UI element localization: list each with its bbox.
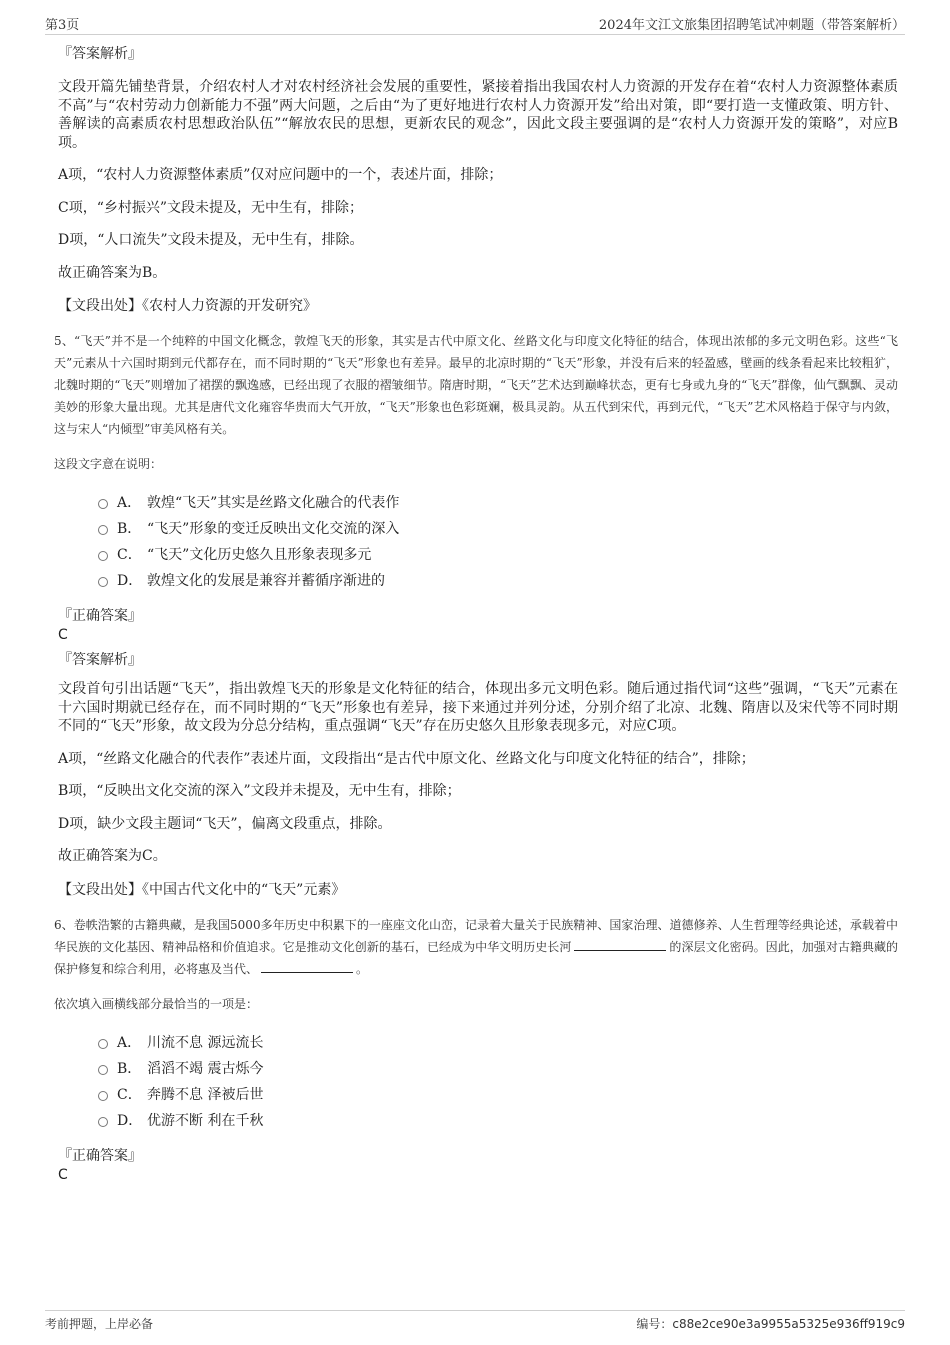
option-b[interactable]: B． 滔滔不竭 震古烁今	[98, 1056, 898, 1082]
correct-answer: C	[58, 627, 68, 643]
correct-answer-label: 『正确答案』	[58, 608, 142, 624]
correct-answer-label: 『正确答案』	[58, 1147, 142, 1164]
question-6-text: 6、卷帙浩繁的古籍典藏，是我国5000多年历史中积累下的一座座文化山峦，记录着大量关于民族精神、国家治理、道德修养、人生哲理等经典论述，承载着中华民族的文化基因、精神品格和价值追求。它是推动文化创新的基石，已经成为中华文明历史长河 的深层文化密码。因此，加强对古籍典藏的保护修复和综合利用，必将惠及当代、 。	[54, 917, 898, 976]
source-citation: 【文段出处】《农村人力资源的开发研究》	[58, 298, 317, 314]
analysis-text: 文段首句引出话题“飞天”，指出敦煌飞天的形象是文化特征的结合，体现出多元文明色彩。随后通过指代词“这些”强调，“飞天”元素在十六国时期就已经存在，而不同时期的“飞天”形象也有差异，接下来通过并列分述，分别介绍了北凉、北魏、隋唐以及宋代等不同时期不同的“飞天”形象，故文段为分总分结构，重点强调“飞天”存在历史悠久且形象表现多元，对应C项。	[58, 681, 898, 734]
source-citation: 【文段出处】《中国古代文化中的“飞天”元素》	[58, 881, 346, 898]
question-5-text: 5、“飞天”并不是一个纯粹的中国文化概念，敦煌飞天的形象，其实是古代中原文化、丝路文化与印度文化特征的结合，体现出浓郁的多元文明色彩。这些“飞天”元素从十六国时期到元代都存在，而不同时期的“飞天”形象也有差异。最早的北凉时期的“飞天”形象，并没有后来的轻盈感，壁画的线条看起来比较粗犷，北魏时期的“飞天”则增加了裙摆的飘逸感，已经出现了衣服的褶皱细节。隋唐时期，“飞天”艺术达到巅峰状态，更有七身或九身的“飞天”群像，仙气飘飘、灵动美妙的形象大量出现。尤其是唐代文化雍容华贵而大气开放，“飞天”形象也色彩斑斓，极具灵韵。从五代到宋代，再到元代，“飞天”艺术风格趋于保守与内敛，这与宋人“内倾型”审美风格有关。	[54, 334, 898, 436]
document-title: 2024年文江文旅集团招聘笔试冲刺题（带答案解析）	[598, 18, 905, 33]
correct-answer: C	[58, 1166, 68, 1183]
page-footer	[45, 1310, 905, 1335]
fill-blank-2	[261, 958, 353, 973]
conclusion: 故正确答案为B。	[58, 264, 167, 281]
option-c[interactable]: C． 奔腾不息 泽被后世	[98, 1082, 898, 1108]
explanation-a: A项，“丝路文化融合的代表作”表述片面，文段指出“是古代中原文化、丝路文化与印度文化特征的结合”，排除；	[58, 750, 755, 767]
conclusion: 故正确答案为C。	[58, 848, 167, 864]
radio-icon[interactable]	[98, 1039, 108, 1049]
option-a[interactable]: A． 敦煌“飞天”其实是丝路文化融合的代表作	[98, 490, 898, 516]
explanation-d: D项，“人口流失”文段未提及，无中生有，排除。	[58, 232, 364, 248]
question-5-prompt: 这段文字意在说明：	[54, 457, 163, 471]
analysis-text: 文段开篇先铺垫背景，介绍农村人才对农村经济社会发展的重要性，紧接着指出我国农村人力资源的开发存在着“农村人力资源整体素质不高”与“农村劳动力创新能力不强”两大问题，之后由“为了更好地进行农村人力资源开发”给出对策，即“要打造一支懂政策、明方针、善解读的高素质农村思想政治队伍”“解放农民的思想，更新农民的观念”，因此文段主要强调的是“农村人力资源开发的策略”，对应B项。	[58, 79, 898, 151]
explanation-a: A项，“农村人力资源整体素质”仅对应问题中的一个，表述片面，排除；	[58, 167, 503, 183]
option-d[interactable]: D． 优游不断 利在千秋	[98, 1108, 898, 1134]
explanation-d: D项，缺少文段主题词“飞天”，偏离文段重点，排除。	[58, 815, 392, 832]
analysis-label: 『答案解析』	[58, 652, 142, 668]
radio-icon[interactable]	[98, 1091, 108, 1101]
footer-slogan: 考前押题，上岸必备	[45, 1317, 154, 1331]
option-b[interactable]: B． “飞天”形象的变迁反映出文化交流的深入	[98, 516, 898, 542]
option-d[interactable]: D． 敦煌文化的发展是兼容并蓄循序渐进的	[98, 568, 898, 594]
radio-icon[interactable]	[98, 577, 108, 587]
radio-icon[interactable]	[98, 525, 108, 535]
page-content	[54, 44, 898, 1184]
explanation-c: C项，“乡村振兴”文段未提及，无中生有，排除；	[58, 199, 364, 216]
question-5-options	[98, 490, 898, 594]
question-6-prompt: 依次填入画横线部分最恰当的一项是：	[54, 996, 259, 1011]
question-6-options	[98, 1030, 898, 1134]
radio-icon[interactable]	[98, 499, 108, 509]
radio-icon[interactable]	[98, 1117, 108, 1127]
option-c[interactable]: C． “飞天”文化历史悠久且形象表现多元	[98, 542, 898, 568]
radio-icon[interactable]	[98, 1065, 108, 1075]
document-code: 编号：c88e2ce90e3a9955a5325e936ff919c9	[636, 1317, 905, 1331]
radio-icon[interactable]	[98, 551, 108, 561]
option-a[interactable]: A． 川流不息 源远流长	[98, 1030, 898, 1056]
explanation-b: B项，“反映出文化交流的深入”文段并未提及，无中生有，排除；	[58, 783, 461, 799]
analysis-label: 『答案解析』	[58, 46, 142, 62]
page-header	[45, 14, 905, 35]
page-number: 第3页	[45, 18, 80, 33]
fill-blank-1	[574, 936, 666, 951]
